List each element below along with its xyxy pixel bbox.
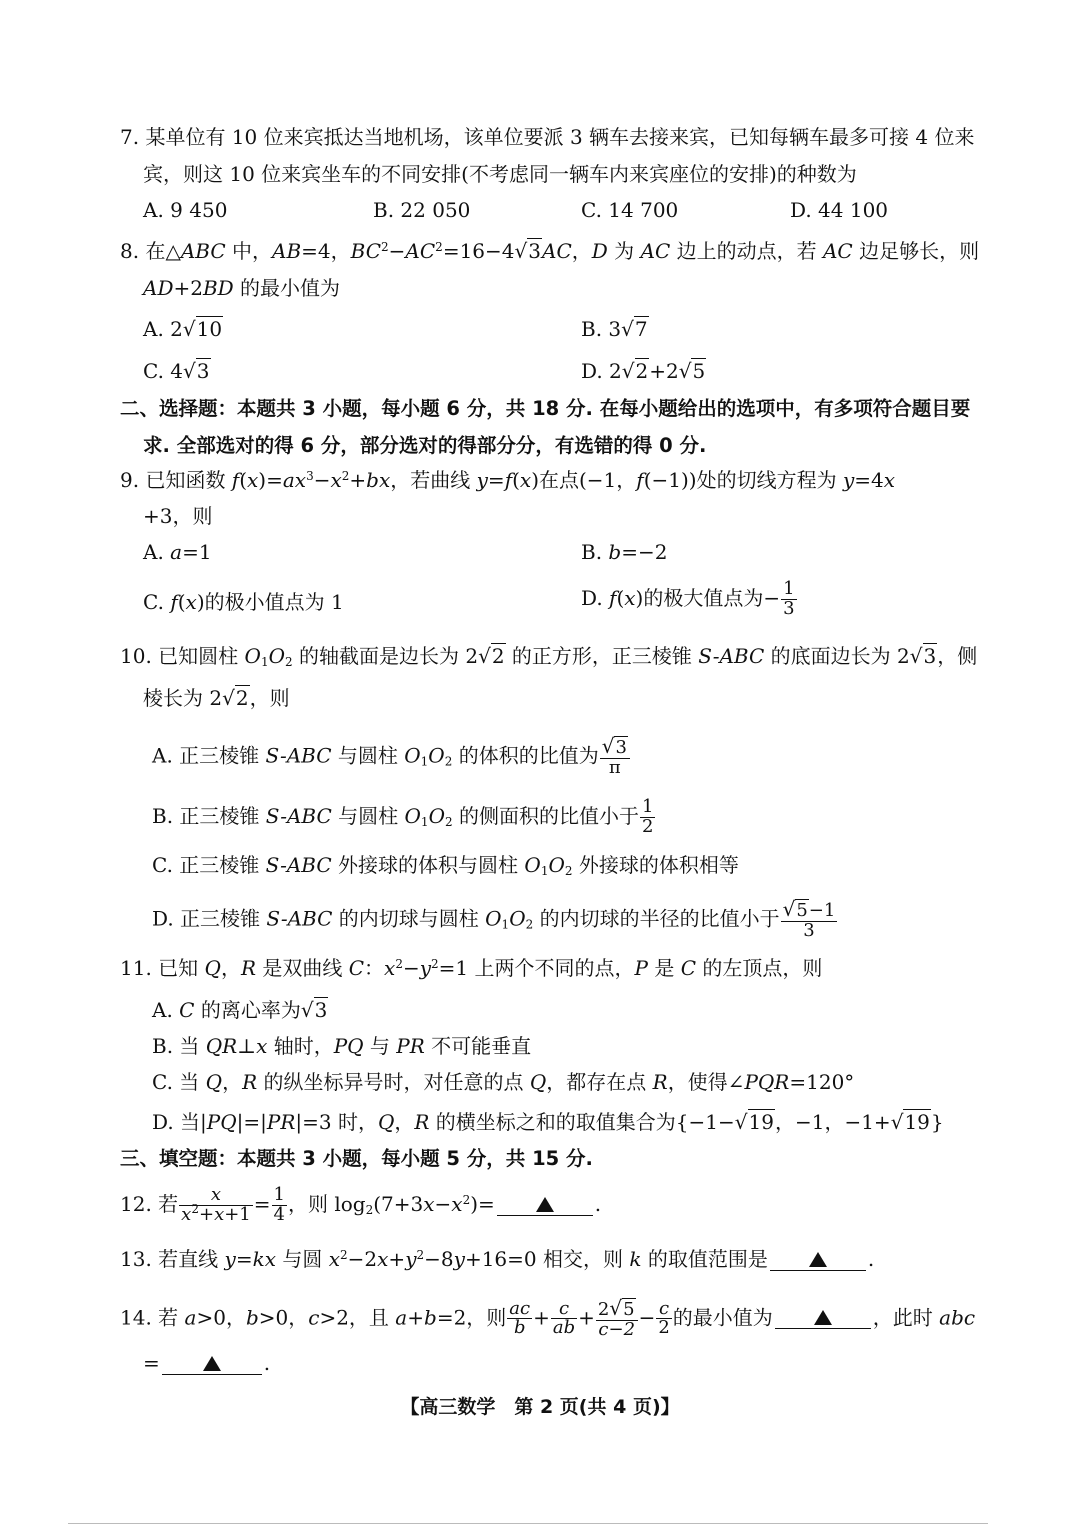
question-7-line-1: 7. 某单位有 10 位来宾抵达当地机场，该单位要派 3 辆车去接来宾，已知每辆车最多可接 4 位来 <box>120 125 975 149</box>
triangle-icon <box>203 1356 221 1371</box>
question-10-option-c: C. 正三棱锥 S-ABC 外接球的体积与圆柱 $O_1O_2$ 外接球的体积相等 <box>152 853 739 878</box>
question-11-option-b: B. 当 QR⊥x 轴时，PQ 与 PR 不可能垂直 <box>152 1034 532 1058</box>
fraction: $\frac{√5-1}{3}$ <box>782 897 836 941</box>
question-10-option-a: A. 正三棱锥 S-ABC 与圆柱 $O_1O_2$ 的体积的比值为 $\frac{√3}{\pi}$ <box>152 736 631 778</box>
question-8-line-1: 8. 在△ABC 中，AB=4，$BC^2-AC^2=16-4√3AC$，D 为 AC 边上的动点，若 AC 边足够长，则 <box>120 239 980 263</box>
section-3-heading: 三、填空题：本题共 3 小题，每小题 5 分，共 15 分. <box>120 1147 593 1170</box>
question-10-option-d: D. 正三棱锥 S-ABC 的内切球与圆柱 $O_1O_2$ 的内切球的半径的比值小于 $\frac{√5-1}{3}$ <box>152 897 836 941</box>
fraction: $\frac{x}{x^2+x+1}$ <box>181 1184 251 1225</box>
question-9-option-d: D. f(x)的极大值点为− $\frac{1}{3}$ <box>581 578 795 619</box>
question-8-option-d: D. 2√2+2√5 <box>581 359 706 383</box>
answer-blank[interactable] <box>162 1352 262 1375</box>
fraction: $\frac{2√5}{c-2}$ <box>596 1298 638 1340</box>
question-11-option-a: A. C 的离心率为√3 <box>152 998 328 1022</box>
question-13: 13. 若直线 y=kx 与圆 $x^2-2x+y^2-8y+16=0$ 相交，则 k 的取值范围是 . <box>120 1247 875 1271</box>
question-7-option-c: C. 14 700 <box>581 198 679 222</box>
question-11-option-d: D. 当|PQ|=|PR|=3 时，Q，R 的横坐标之和的取值集合为{−1−√19，−1，−1+√19} <box>152 1110 944 1134</box>
triangle-icon <box>814 1310 832 1325</box>
page-footer: 【高三数学 第 2 页(共 4 页)】 <box>400 1396 680 1418</box>
question-12: 12. 若 $\frac{x}{x^2+x+1}$ = $\frac{1}{4}$ ，则 $\log_2(7+3x-x^2)=$ . <box>120 1184 602 1225</box>
fraction: $\frac{1}{2}$ <box>641 796 654 837</box>
answer-blank[interactable] <box>775 1306 871 1329</box>
question-8-line-2: AD+2BD 的最小值为 <box>143 276 341 300</box>
question-9-line-2: +3，则 <box>143 504 213 528</box>
question-7-option-d: D. 44 100 <box>790 198 889 222</box>
section-2-instructions: 求. 全部选对的得 6 分，部分选对的得部分分，有选错的得 0 分. <box>143 434 707 457</box>
question-11-option-c: C. 当 Q，R 的纵坐标异号时，对任意的点 Q，都存在点 R，使得∠PQR=120° <box>152 1070 855 1094</box>
bottom-divider <box>68 1523 988 1524</box>
question-10-line-1: 10. 已知圆柱 $O_1O_2$ 的轴截面是边长为 2√2 的正方形，正三棱锥 S-ABC 的底面边长为 2√3，侧 <box>120 644 978 669</box>
fraction: $\frac{c}{2}$ <box>658 1297 670 1339</box>
question-8-option-c: C. 4√3 <box>143 359 210 383</box>
question-8-option-b: B. 3√7 <box>581 317 648 341</box>
question-10-option-b: B. 正三棱锥 S-ABC 与圆柱 $O_1O_2$ 的侧面积的比值小于 $\frac{1}{2}$ <box>152 796 654 837</box>
question-7-option-b: B. 22 050 <box>373 198 471 222</box>
triangle-icon <box>536 1197 554 1212</box>
question-9-line-1: 9. 已知函数 $f(x)=ax^3-x^2+bx$，若曲线 y=f(x)在点(−1，f(−1))处的切线方程为 y=4x <box>120 468 896 492</box>
question-14-line-1: 14. 若 a>0，b>0，c>2，且 a+b=2，则 $\frac{ac}{b}$ + $\frac{c}{ab}$ + $\frac{2√5}{c-2}$ − $\frac{c}{2}$ 的最小值为 ，此时 abc <box>120 1296 976 1340</box>
question-9-option-b: B. b=−2 <box>581 540 668 564</box>
section-2-heading: 二、选择题：本题共 3 小题，每小题 6 分，共 18 分. 在每小题给出的选项中，有多项符合题目要 <box>120 397 971 420</box>
fraction: $\frac{ac}{b}$ <box>509 1297 531 1339</box>
question-9-option-a: A. a=1 <box>143 540 212 564</box>
fraction: $\frac{c}{ab}$ <box>552 1297 576 1339</box>
question-11-line-1: 11. 已知 Q，R 是双曲线 C：$x^2-y^2=1$ 上两个不同的点，P 是 C 的左顶点，则 <box>120 956 823 980</box>
question-10-line-2: 棱长为 2√2，则 <box>143 686 290 710</box>
fraction: $\frac{1}{3}$ <box>783 578 795 619</box>
question-9-option-c: C. f(x)的极小值点为 1 <box>143 590 344 614</box>
question-14-line-2: = . <box>143 1351 271 1375</box>
question-8-option-a: A. 2√10 <box>143 317 223 341</box>
triangle-icon <box>809 1252 827 1267</box>
question-7-line-2: 宾，则这 10 位来宾坐车的不同安排(不考虑同一辆车内来宾座位的安排)的种数为 <box>143 162 857 186</box>
sqrt: √3 <box>514 239 541 263</box>
question-7-option-a: A. 9 450 <box>143 198 228 222</box>
answer-blank[interactable] <box>497 1193 593 1216</box>
fraction: $\frac{1}{4}$ <box>273 1184 285 1225</box>
fraction: $\frac{√3}{\pi}$ <box>600 736 630 778</box>
answer-blank[interactable] <box>770 1248 866 1271</box>
